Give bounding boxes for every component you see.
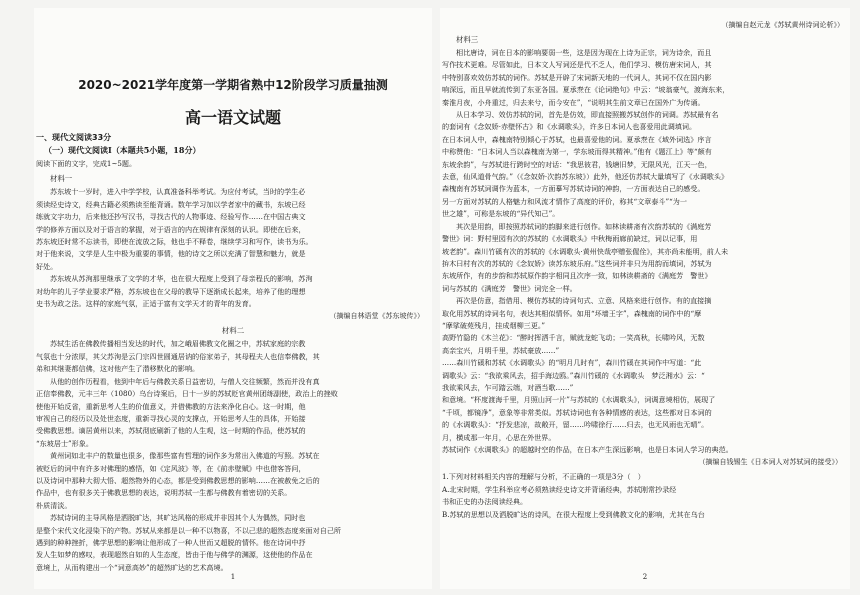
text-line: 取化用苏轼的诗词名句，表达其相似情怀。如用“坏墙王字”，森槐南的词作中的“摩	[442, 308, 702, 318]
text-line: 须读经史诗文，经典古籍必须熟读至能背诵。数年学习加以学者家中的藏书，东坡已经	[36, 199, 306, 209]
page-2	[440, 8, 850, 589]
material-2-label: 材料二	[221, 326, 245, 336]
text-line: 正信奉佛教，元丰三年（1080）乌台诗案后，日十一岁的苏轼贬官黄州团练副使，政治上的挫败	[36, 389, 338, 399]
material-3-source: （摘编自钱锡生《日本词人对苏轼词的接受》）	[698, 458, 842, 467]
text-line: 弟和其继妻都信佛，这对他产生了潜移默化的影响。	[36, 364, 200, 374]
text-line: 拚木曰村有次的苏轼的《念奴娇》读苏东坡乐府。”这些词并非只为用韵而填词，苏轼为	[442, 258, 712, 268]
text-line: 警世》词：野村里园有次的苏轼的《水调歌头》中秋梅雨廊前缺过，词以记事，用	[442, 234, 698, 244]
text-line: 其次是用韵，即按照苏轼词的韵脚来进行创作。如林读耕斋有次韵苏轼的《满庭芳	[456, 221, 712, 231]
text-line: 秦淮月夜，小舟重过，归去来兮，而今安在”，“说明其生前文章已在国外广为传诵。	[442, 97, 705, 107]
text-line: 对幼年的儿子学业要求严格，苏东坡也在父母的教导下逐渐成长起来，培养了他的理想	[36, 286, 306, 296]
text-line: 对于他来说，文学是人生中极为重要的事情，他的诗文之所以充满了智慧和魅力，就是	[36, 249, 306, 259]
page-number: 1	[230, 573, 236, 581]
text-line: 东坡余韵”，与苏轼进行跨时空的对话：“我思彼君，钱塘旧梦，无限风光，江天一色，	[442, 159, 712, 169]
option-a: A.北宋时期，学生科举应考必须熟读经史诗文并背诵经典，苏轼刚常抄录经	[442, 484, 677, 494]
text-line: 中称赞他：“日本词人当以森槐南为第一，学东坡而得其精神。”他有《题江上》等“颇有	[442, 147, 712, 157]
text-line: 高野竹隐的《木兰花》：“醉时挥洒千言，赋就龙蛇飞动；一笑高秋，长啸吟风，无数	[442, 333, 705, 343]
text-line: 再次是仿意，指借用、模仿苏轼的诗词句式、立意、风格来进行创作。有的直接摘	[456, 296, 712, 306]
text-line: 遇到的种种挫折，佛学思想的影响让他形成了一种人世而又超脱的情怀。他在诗词中抒	[36, 537, 306, 547]
text-line: 苏轼诗词的主导风格是洒脱旷达，其旷达风格的形成并非因其个人为偶然，同时也	[50, 513, 306, 523]
instruction: 阅读下面的文字，完成1~5题。	[36, 159, 137, 168]
text-line: “东坡居士”形象。	[36, 438, 93, 448]
text-line: “千顷，都镜净”，意象等非常类似。苏轼诗词也有各种情感的表达，这些都对日本词的	[442, 407, 712, 417]
material-2-source: （摘编自赵元龙《苏轼黄州诗词论析》）	[721, 21, 844, 29]
material-1-label: 材料一	[50, 174, 73, 184]
text-line: “摩挲破苑残月，挂成烟柳三更。”	[442, 320, 546, 330]
text-line: 苏东坡还时常不忘读书，即使在流放之际，他也手不释卷，继续学习和写作，读书为乐。	[36, 237, 313, 247]
text-line: 高亲宝兴，月明千里，苏轼豪放……”	[442, 345, 560, 355]
section-heading: 一、现代文阅读33分	[36, 133, 112, 142]
option-b: B.苏轼的思想以及洒脱旷达的诗风，在很大程度上受到佛教文化的影响，尤其在乌台	[442, 509, 705, 519]
material-1-source: （摘编自林语堂《苏东坡传》）	[329, 312, 424, 321]
text-line: 苏轼词作《水调歌头》的超越时空的作品，在日本产生深远影响，也是日本词人学习的典范。	[442, 445, 733, 454]
text-line: 在日本词人中，森槐南特别倾心于苏轼，也最喜爱他的词。夏承焘在《域外词选》序言	[442, 134, 712, 144]
text-line: 作品中，也有很多关于佛教思想的表达，说明苏轼一生都与佛教有着密切的关系。	[36, 488, 292, 498]
subsection-heading: （一）现代文阅读Ⅰ（本题共5小题，18分）	[44, 145, 201, 155]
text-line: 苏东坡十一岁时，进入中学学校，认真准备科举考试。为应付考试，当时的学生必	[50, 187, 306, 197]
text-line: 世之雄”，可称是东坡的“异代知己”。	[442, 209, 560, 219]
text-line: 月，横成那一年月，心思在外世界。	[442, 432, 556, 442]
text-line: 去意，仙风道骨气韵。”（《念奴娇·次韵苏东坡》）此外，他还仿苏轼大量填写了《水调歌头》	[442, 172, 729, 182]
text-line: 发人生如梦的感叹，表现超然自如的人生态度，皆由于他与佛学的渊源，这使他的作品在	[36, 550, 313, 560]
text-line: 相比唐诗，词在日本的影响要弱一些，这是因为现在上诗为正宗，词为诗余，而且	[456, 48, 712, 57]
text-line: 好处。	[36, 261, 58, 271]
text-line: 意境上，从而构建出一个“词意高妙”的超然旷达的艺术高境。	[36, 562, 228, 572]
text-line: 森槐南有苏轼词调作为蓝本，一方面摹写苏轼诗词的神韵，一方面表达自己的感受。	[442, 184, 705, 194]
text-line: 的套词有《念奴娇·赤壁怀古》和《水调歌头》，许多日本词人也喜爱用此调填词。	[442, 122, 697, 132]
text-line: 使他开始反省，重新思考人生的价值意义，并借佛教的方法来净化自心。这一时期，他	[36, 401, 306, 411]
text-line: 从他的创作历程看，他到中年后与佛教关系日益密切，与僧人交往频繁，然而并没有真	[50, 376, 320, 386]
text-line: 受佛教思想。谪居黄州以来，苏轼彻底刷新了他的人生观，这一时期的作品，使苏轼的	[36, 426, 306, 436]
text-line: 的《水调歌头》：“抒发悲凉，故敞开，留……吟啸徐行……归去，也无风雨也无晴”。	[442, 420, 709, 430]
text-line: 东坡所作，有的步韵和苏轼原作韵字相同且次序一致，如林读耕斋的《满庭芳 警世》	[442, 271, 712, 281]
text-line: 朴质清淡。	[36, 500, 72, 510]
text-line: 史书为政之法。这样的家庭气氛，正适于富有文学天才的青年的发育。	[36, 299, 256, 309]
text-line: 黄州词如北丰户的数量也很多，像那些富有哲理的词作多为常出入佛道的写照。苏轼在	[50, 451, 320, 461]
text-line: 练就文字功力，后来他还抄写汉书，寻找古代的人物事迹、经验写作……在中国古典文	[36, 212, 306, 222]
page-1	[34, 8, 432, 589]
text-line: 写作技术更难。尽管如此，日本文人写词还是代不乏人，他们学习、模仿唐宋词人，其	[442, 60, 712, 70]
text-line: 审视自己的经历以及处世态度，重新寻找心灵的支撑点，开始思考人生的具体，开始接	[36, 413, 306, 423]
exam-subtitle: 高一语文试题	[184, 108, 281, 127]
text-line: 和意境。“杯度渡海千里，月照山河一片”与苏轼的《水调歌头》，词调意境相仿，展现了	[442, 395, 716, 405]
material-3-label: 材料三	[456, 35, 479, 44]
text-line: 从日本学习、效仿苏轼的词，首先是仿效，即直接照搬苏轼创作的词调。苏轼最有名	[456, 110, 719, 120]
text-line: 苏轼生活在佛教传播相当发达的时代，加之峨眉佛教文化圈之中，苏轼家庭的宗教	[50, 339, 306, 349]
option-a-cont: 书和正史的办法阅读经典。	[442, 497, 528, 507]
text-line: 中特别喜欢效仿苏轼的词作。苏轼是开辟了宋词新天地的一代词人，其词不仅在国内影	[442, 72, 712, 82]
text-line: 气氛也十分浓厚，其父苏洵是云门宗四世圆通居讷的俗家弟子，其母程夫人也信奉佛教，其	[36, 351, 320, 361]
question-1: 1.下列对材料相关内容的理解与分析，不正确的一项是3分（ ）	[442, 472, 645, 482]
page-number: 2	[642, 573, 648, 581]
text-line: 以及诗词中那种大彻大悟、超然物外的心态，都是受到佛教思想的影响……在被赦免之后的	[36, 475, 320, 485]
text-line: 词与苏轼的《满庭芳 警世》词完全一样。	[442, 283, 577, 293]
text-line: 调歌头》云：“我欲乘风去，招手海边鸥。”森川竹磎的《水调歌头 梦泛湘水》云：“	[442, 370, 705, 380]
text-line: 另一方面对苏轼的人格魅力和风流才情作了高度的评价，称其“文章泰斗”“为一	[442, 196, 687, 206]
text-line: 被贬后的词中有许多对佛理的感悟，如《定风波》等，在《前赤壁赋》中也借客答问，	[36, 463, 306, 473]
text-line: 是整个宋代文化浸染下的产物。苏轼从来都是以一种不以物喜，不以己悲的超然态度来面对自己所	[36, 525, 342, 535]
text-line: 我欲乘风去，乍可踏云端，对酒当歌……”	[442, 382, 574, 392]
text-line: 学的修养方面以及对于语言的掌握，对于语言的内在规律有深刻的认识。即使在后来，	[36, 224, 306, 234]
text-line: 坡老韵”。森川竹磎有次的苏轼的《水调歌头·黄州快哉亭赠张偓佺》，其亦尚未能明，前人未	[442, 246, 729, 256]
exam-header-title: 2020~2021学年度第一学期省熟中12阶段学习质量抽测	[78, 78, 388, 92]
text-line: 苏东坡从苏洵那里继承了文学的才华，也在很大程度上受到了母亲程氏的影响，苏洵	[50, 274, 313, 284]
text-line: 响深远，而且早就流传到了东亚各国。夏承焘在《论词绝句》中云：“坡翁豪气，渡海东来，	[442, 85, 730, 95]
text-line: ……森川竹磎和苏轼《水调歌头》的“明月几时有”，森川竹磎在其词作中写道：“此	[442, 358, 702, 368]
